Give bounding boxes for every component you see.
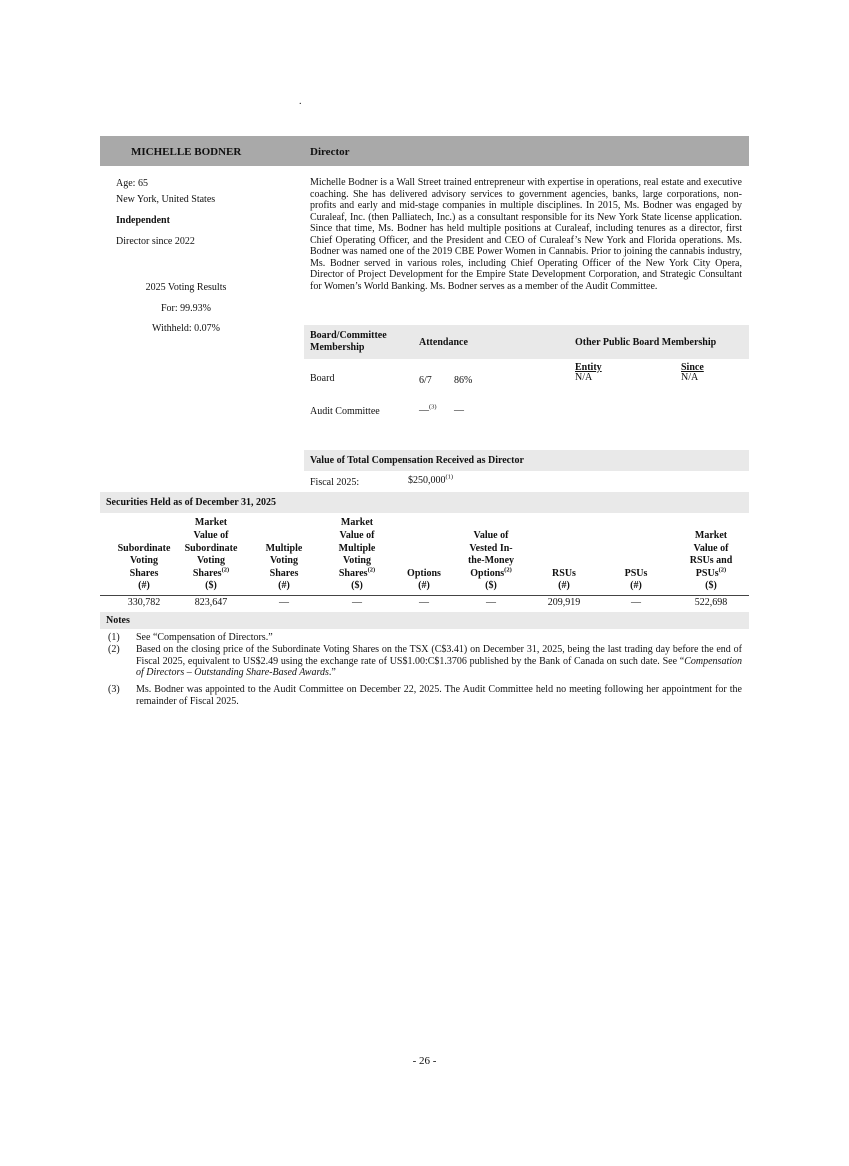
column-header-line: (#) xyxy=(558,580,570,592)
securities-column-header xyxy=(172,517,250,593)
footnote-marker: (2) xyxy=(367,566,376,574)
securities-value-cell: — xyxy=(486,597,496,608)
note-1-text: See “Compensation of Directors.” xyxy=(136,632,273,643)
profile-status: Independent xyxy=(116,215,170,226)
column-header-line: Market xyxy=(194,517,228,529)
note-2-text: Based on the closing price of the Subordinate Voting Shares on the TSX (C$3.41) on December 31, 2025, being the last trading day before the end of Fiscal 2025, equivalent to US$2.49 using the exchange rate of US$1.00:C$1.3706 published by the Bank of Canada on such date. See “Compensation of Directors – Outstanding Share-Based Awards.” xyxy=(136,644,742,678)
director-biography: Michelle Bodner is a Wall Street trained entrepreneur with expertise in operations, real estate and executive coaching. She has delivered advisory services to government agencies, banks, large corporations, non-profits and early and mid-stage companies in multiple disciplines. In 2015, Ms. Bodner was engaged by Curaleaf, Inc. (then Palliatech, Inc.) as a consultant responsible for its New York State license application. Since that time, Ms. Bodner has held multiple positions at Curaleaf, including tenures as a director, first Chief Operating Officer, and the President and CEO of Curaleaf’s New York and Florida operations. Ms. Bodner was named one of the 2019 CBE Power Women in Cannabis. Prior to joining the cannabis industry, Ms. Bodner served in various roles, including Chief Operating Officer of the New York City Opera, Director of Project Development for the Empire State Development Corporation, and Strategic Consultant for Women’s World Banking. Ms. Bodner serves as a member of the Audit Committee. xyxy=(310,177,742,292)
stray-mark: . xyxy=(299,96,302,107)
column-header-line: ($) xyxy=(351,580,363,592)
attendance-heading: Attendance xyxy=(419,337,468,348)
footnote-marker: (2) xyxy=(221,566,230,574)
securities-column-header xyxy=(525,568,603,593)
securities-column-header xyxy=(672,530,750,593)
board-row-name: Board xyxy=(310,373,335,384)
audit-row-fraction: —$^{(3)}$ xyxy=(419,403,437,416)
column-header-line: Market xyxy=(694,530,728,541)
column-header-line: (#) xyxy=(278,580,290,592)
securities-value-cell: 209,919 xyxy=(547,597,581,608)
voting-results-title: 2025 Voting Results xyxy=(145,282,227,293)
column-header-line: Options xyxy=(407,567,441,579)
column-header-line: Multiple xyxy=(265,542,303,554)
column-header-line: Vested In- xyxy=(469,542,513,554)
securities-column-header xyxy=(245,543,323,593)
footnote-marker: (2) xyxy=(504,566,512,574)
column-header-line: Subordinate xyxy=(117,542,171,554)
securities-value-cell: — xyxy=(419,597,429,608)
board-row-entity: N/A xyxy=(575,372,593,383)
footnote-marker: (2) xyxy=(718,566,727,574)
notes-header xyxy=(100,612,749,629)
column-header-line: Value of xyxy=(193,529,229,541)
securities-value-cell: — xyxy=(631,597,641,608)
column-header-line: Subordinate xyxy=(184,542,238,554)
securities-value-cell: — xyxy=(279,597,289,608)
column-header-line: ($) xyxy=(205,580,217,592)
column-header-line: ($) xyxy=(705,580,717,592)
column-header-line: the-Money xyxy=(467,555,515,567)
securities-value-cell: — xyxy=(352,597,362,608)
column-header-line: Shares xyxy=(129,567,159,579)
compensation-value: $250,000$^{(1)}$ xyxy=(408,473,454,486)
note-1-number: (1) xyxy=(108,632,120,643)
audit-row-percent: — xyxy=(454,405,464,416)
securities-value-cell: 522,698 xyxy=(694,597,728,608)
column-header-line: Shares$^{(2)}$ xyxy=(338,566,376,579)
column-header-line: Voting xyxy=(270,555,298,567)
profile-director-since: Director since 2022 xyxy=(116,236,195,247)
securities-column-header xyxy=(597,568,675,593)
securities-value-cell: 823,647 xyxy=(194,597,228,608)
compensation-title: Value of Total Compensation Received as Director xyxy=(310,455,524,466)
column-header-line: (#) xyxy=(138,580,150,592)
securities-column-header xyxy=(452,530,530,593)
securities-value-cell: 330,782 xyxy=(127,597,161,608)
column-header-line: Value of xyxy=(339,529,375,541)
column-header-line: PSUs xyxy=(624,567,648,579)
column-header-line: Multiple xyxy=(338,542,376,554)
column-header-line: Value of xyxy=(693,542,729,554)
profile-location: New York, United States xyxy=(116,194,216,205)
board-row-fraction: 6/7 xyxy=(419,375,432,386)
column-header-line: Value of xyxy=(473,530,509,541)
board-row-since: N/A xyxy=(681,372,699,383)
director-role: Director xyxy=(310,146,350,158)
note-3-text: Ms. Bodner was appointed to the Audit Committee on December 22, 2025. The Audit Committee held no meeting following her appointment for the remainder of Fiscal 2025. xyxy=(136,684,742,707)
voting-withheld: Withheld: 0.07% xyxy=(152,323,220,334)
entity-subheading: Entity xyxy=(575,362,602,373)
profile-age: Age: 65 xyxy=(116,178,148,189)
director-name: MICHELLE BODNER xyxy=(131,146,242,158)
voting-for: For: 99.93% xyxy=(161,303,211,314)
column-header-line: Shares$^{(2)}$ xyxy=(192,566,230,579)
board-membership-heading: Board/Committee Membership xyxy=(310,330,387,353)
column-header-line: Market xyxy=(340,517,374,529)
column-header-line: Options$^{(2)}$ xyxy=(470,566,512,579)
column-header-line: Voting xyxy=(130,555,158,567)
note-3-number: (3) xyxy=(108,684,120,695)
notes-title: Notes xyxy=(106,615,130,626)
column-header-line: Shares xyxy=(269,567,299,579)
column-header-line: (#) xyxy=(418,580,430,592)
page-number: - 26 - xyxy=(412,1055,437,1067)
column-header-line: ($) xyxy=(485,580,497,592)
other-board-heading: Other Public Board Membership xyxy=(575,337,717,348)
note-2-number: (2) xyxy=(108,644,120,655)
compensation-label: Fiscal 2025: xyxy=(310,477,360,488)
column-header-line: Voting xyxy=(343,555,371,567)
board-row-percent: 86% xyxy=(454,375,473,386)
column-header-line: RSUs xyxy=(552,567,576,579)
column-header-line: RSUs and xyxy=(689,555,733,567)
column-header-line: (#) xyxy=(630,580,642,592)
audit-row-name: Audit Committee xyxy=(310,406,380,417)
column-header-line: Voting xyxy=(197,555,225,567)
since-subheading: Since xyxy=(681,362,704,373)
column-header-line: PSUs$^{(2)}$ xyxy=(695,566,727,579)
securities-title: Securities Held as of December 31, 2025 xyxy=(106,497,277,508)
